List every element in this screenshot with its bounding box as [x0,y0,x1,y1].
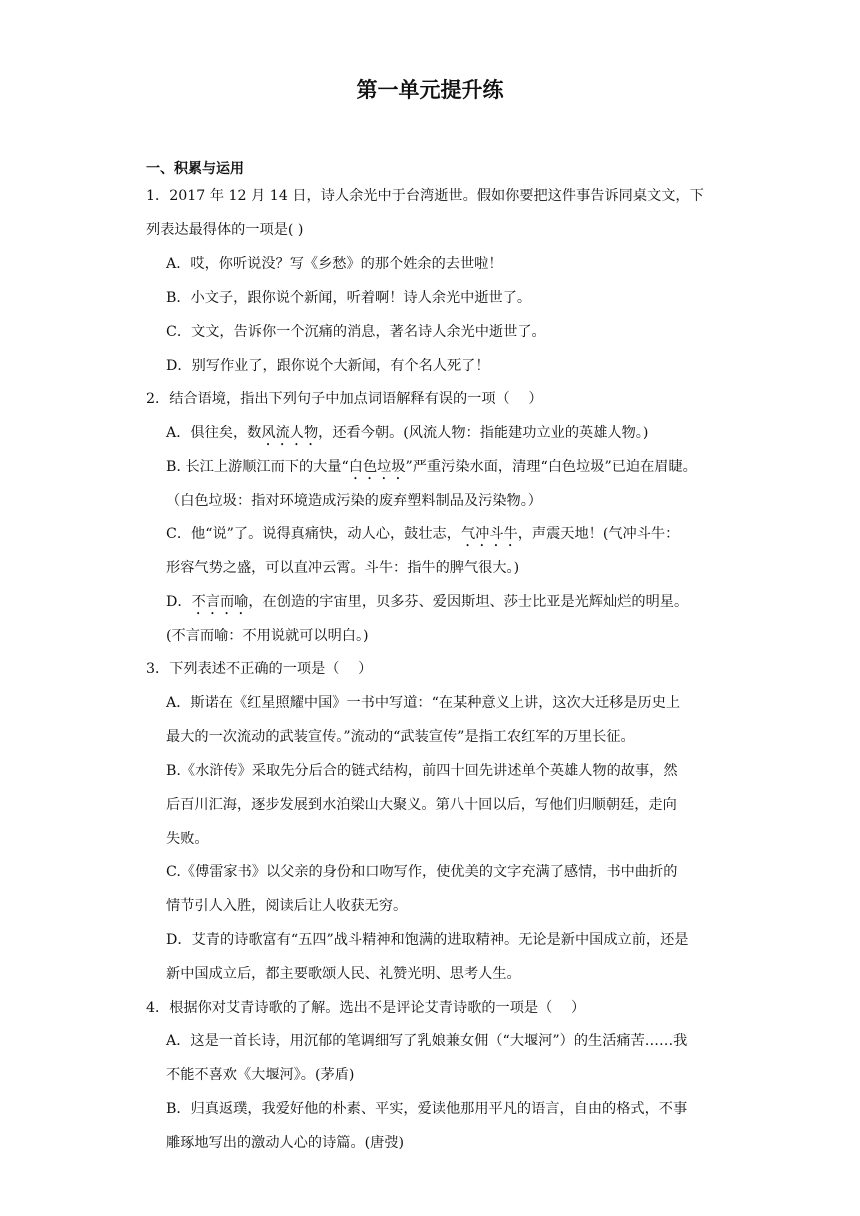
q2-b-prefix: B. 长江上游顺江而下的大量“ [166,459,349,475]
q3-option-b-line2: 后百川汇海，逐步发展到水泊梁山大聚义。第八十回以后，写他们归顺朝廷，走向 [166,797,677,813]
q2-option-b [166,457,697,483]
q3-option-c-line1: C.《傅雷家书》以父亲的身份和口吻写作，使优美的文字充满了感情，书中曲折的 [166,864,678,880]
q1-option-c: C．文文，告诉你一个沉痛的消息，著名诗人余光中逝世了。 [166,324,546,340]
q2-c-suffix: ，声震天地！(气冲斗牛： [517,526,680,542]
q2-d-dotted-word: 不言而喻 [191,594,249,610]
q3-option-a-line2: 最大的一次流动的武装宣传。”流动的“武装宣传”是指工农红军的万里长征。 [166,729,635,745]
q2-b-suffix: ”严重污染水面，清理“白色垃圾”已迫在眉睫。 [405,459,697,475]
q3-option-c-line2: 情节引人入胜，阅读后让人收获无穷。 [166,898,408,914]
q2-a-dotted-word: 风流人物 [261,425,319,441]
q1-option-d: D．别写作业了，跟你说个大新闻，有个名人死了！ [166,358,490,374]
q3-option-d-line2: 新中国成立后，都主要歌颂人民、礼赞光明、思考人生。 [166,966,521,982]
q2-a-prefix: A．俱往矣，数 [166,425,262,441]
q2-option-c-line2: 形容气势之盛，可以直冲云霄。斗牛：指牛的脾气很大。) [166,560,520,576]
section-heading: 一、积累与运用 [146,161,244,177]
q1-option-b: B．小文子，跟你说个新闻，听着啊！诗人余光中逝世了。 [166,290,532,306]
q2-c-prefix: C．他“说”了。说得真痛快，动人心，鼓壮志， [166,526,461,542]
q2-option-d-line2: (不言而喻：不用说就可以明白。) [166,628,369,644]
q2-c-dotted-word: 气冲斗牛 [460,526,518,542]
q2-option-d [166,592,688,618]
q4-option-b-line1: B．归真返璞，我爱好他的朴素、平实，爱读他那用平凡的语言，自由的格式，不事 [166,1101,688,1117]
q4-option-a-line2: 不能不喜欢《大堰河》。(茅盾) [166,1067,355,1083]
q2-b-dotted-word: 白色垃圾 [348,459,406,475]
q2-stem: 2．结合语境，指出下列句子中加点词语解释有误的一项（ ） [146,391,543,407]
q1-option-a: A．哎，你听说没？写《乡愁》的那个姓余的去世啦！ [166,256,503,272]
q3-option-b-line1: B.《水浒传》采取先分后合的链式结构，前四十回先讲述单个英雄人物的故事，然 [166,763,678,779]
q2-d-prefix: D． [166,594,192,610]
page-title: 第一单元提升练 [356,77,504,102]
q4-option-b-line2: 雕琢地写出的激动人心的诗篇。(唐弢) [166,1135,405,1151]
q2-option-a [166,423,648,449]
q2-a-suffix: ，还看今朝。(风流人物：指能建功立业的英雄人物。) [318,425,649,441]
q1-stem-line1: 1．2017 年 12 月 14 日，诗人余光中于台湾逝世。假如你要把这件事告诉同桌文文，下 [146,188,704,204]
q2-option-c [166,524,679,550]
q3-option-d-line1: D．艾青的诗歌富有“五四”战斗精神和饱满的进取精神。无论是新中国成立前，还是 [166,932,689,948]
q1-stem-line2: 列表达最得体的一项是( ) [146,222,304,238]
q2-option-b-line2: （白色垃圾：指对环境造成污染的废弃塑料制品及污染物。） [166,493,542,509]
q3-stem: 3．下列表述不正确的一项是（ ） [146,661,373,677]
q3-option-b-line3: 失败。 [166,831,209,847]
q4-option-a-line1: A．这是一首长诗，用沉郁的笔调细写了乳娘兼女佣（“大堰河”）的生活痛苦……我 [166,1033,688,1049]
q2-d-suffix: ，在创造的宇宙里，贝多芬、爱因斯坦、莎士比亚是光辉灿烂的明星。 [248,594,689,610]
q3-option-a-line1: A．斯诺在《红星照耀中国》一书中写道：“在某种意义上讲，这次大迁移是历史上 [166,695,681,711]
q4-stem: 4．根据你对艾青诗歌的了解。选出不是评论艾青诗歌的一项是（ ） [146,1000,586,1016]
